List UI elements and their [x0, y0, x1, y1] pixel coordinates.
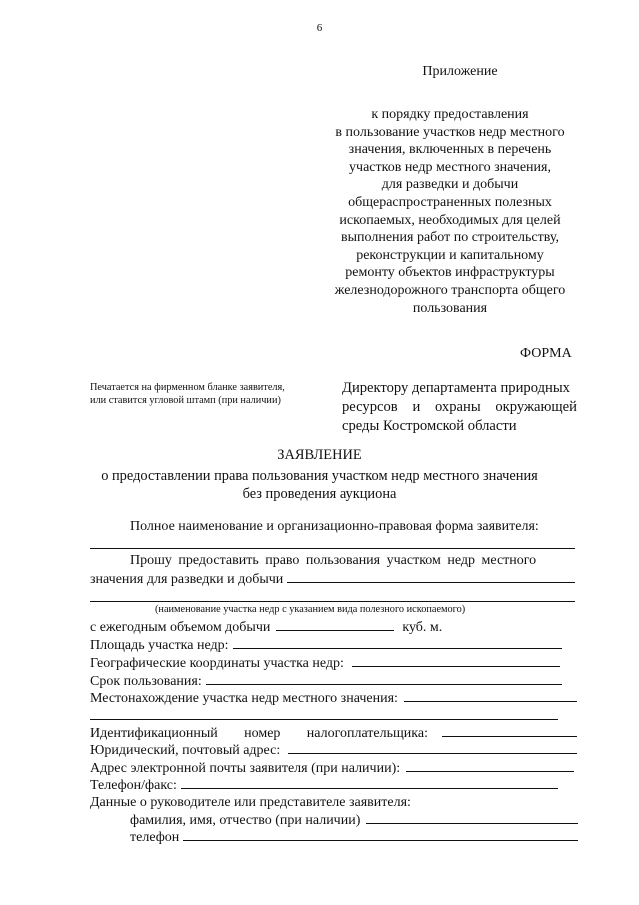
addressee-line: среды Костромской области — [342, 418, 517, 434]
addressee-word: окружающей — [495, 399, 577, 415]
inn-field[interactable] — [442, 725, 577, 737]
inn-label — [90, 726, 428, 742]
page-number: 6 — [316, 22, 323, 34]
applicant-name-label: Полное наименование и организационно-правовая форма заявителя: — [130, 519, 539, 534]
addressee-word: и — [412, 399, 421, 415]
appendix-line: пользования — [412, 300, 488, 316]
appendix-line: значения, включенных в перечень — [348, 142, 552, 158]
appendix-line: к порядку предоставления — [371, 107, 529, 122]
appendix-title: Приложение — [422, 64, 498, 79]
location-field[interactable] — [404, 690, 577, 702]
inn-word: номер — [244, 726, 281, 741]
appendix-line: реконструкции и капитальному — [356, 247, 544, 263]
addressee-line: Директору департамента природных — [342, 380, 570, 396]
address-field[interactable] — [288, 742, 577, 754]
stamp-note-line: или ставится угловой штамп (при наличии) — [90, 395, 281, 406]
full-name-row — [130, 812, 578, 829]
term-label: Срок пользования: — [90, 674, 202, 689]
applicant-name-field[interactable] — [90, 548, 575, 549]
site-caption: (наименование участка недр с указанием вида полезного ископаемого) — [155, 604, 466, 615]
annual-volume-field[interactable] — [276, 619, 394, 631]
area-label: Площадь участка недр: — [90, 638, 229, 653]
addressee-line-justified — [342, 398, 577, 417]
phone-fax-row — [90, 777, 558, 794]
email-label: Адрес электронной почты заявителя (при наличии): — [90, 761, 401, 776]
annual-volume-label: с ежегодным объемом добычи — [90, 620, 271, 635]
term-row — [90, 673, 562, 690]
form-label: ФОРМА — [520, 346, 572, 361]
stamp-note-line: Печатается на фирменном бланке заявителя, — [90, 382, 285, 393]
appendix-line: общераспространенных полезных — [348, 194, 552, 210]
appendix-line: в пользование участков недр местного — [335, 124, 565, 140]
appendix-line: выполнения работ по строительству, — [341, 230, 559, 246]
addressee — [342, 379, 577, 436]
request-text-cont: значения для разведки и добычи — [90, 572, 284, 587]
phone-row — [130, 829, 578, 846]
mineral-site-row — [90, 571, 575, 588]
mineral-site-field[interactable] — [287, 571, 575, 583]
full-name-label: фамилия, имя, отчество (при наличии) — [130, 813, 361, 828]
coordinates-label: Географические координаты участка недр: — [90, 656, 344, 671]
appendix-body — [310, 106, 590, 317]
stamp-note — [90, 381, 285, 407]
coordinates-row — [90, 655, 560, 672]
phone-fax-label: Телефон/факс: — [90, 778, 177, 793]
inn-word: налогоплательщика: — [306, 726, 428, 741]
appendix-line: для разведки и добычи — [381, 177, 519, 193]
inn-row — [90, 725, 577, 742]
address-label: Юридический, почтовый адрес: — [90, 743, 281, 758]
addressee-word: ресурсов — [342, 399, 398, 415]
phone-field[interactable] — [183, 829, 578, 841]
email-field[interactable] — [406, 760, 574, 772]
address-row — [90, 742, 577, 759]
term-field[interactable] — [206, 673, 562, 685]
area-field[interactable] — [233, 637, 562, 649]
coordinates-field[interactable] — [352, 655, 560, 667]
full-name-field[interactable] — [366, 812, 578, 824]
location-row — [90, 690, 577, 707]
document-title: ЗАЯВЛЕНИЕ — [277, 447, 362, 463]
subtitle-line: о предоставлении права пользования участком недр местного значения — [101, 468, 538, 484]
head-info-label: Данные о руководителе или представителе заявителя: — [90, 795, 411, 810]
request-text: Прошу предоставить право пользования участком недр местного — [130, 553, 537, 568]
annual-volume-row — [90, 619, 442, 636]
mineral-site-field-2[interactable] — [90, 601, 575, 602]
phone-label: телефон — [130, 830, 180, 845]
subtitle-line: без проведения аукциона — [242, 486, 397, 502]
document-subtitle — [0, 467, 639, 503]
appendix-line: ремонту объектов инфраструктуры — [345, 265, 555, 281]
area-row — [90, 637, 562, 654]
appendix-line: железнодорожного транспорта общего — [334, 282, 566, 298]
inn-word: Идентификационный — [90, 726, 218, 741]
location-label: Местонахождение участка недр местного значения: — [90, 691, 398, 706]
appendix-line: ископаемых, необходимых для целей — [339, 212, 561, 228]
location-field-2[interactable] — [90, 719, 558, 720]
appendix-line: участков недр местного значения, — [349, 159, 551, 175]
addressee-word: охраны — [435, 399, 481, 415]
phone-fax-field[interactable] — [181, 777, 558, 789]
annual-volume-unit: куб. м. — [402, 620, 443, 635]
email-row — [90, 760, 574, 777]
